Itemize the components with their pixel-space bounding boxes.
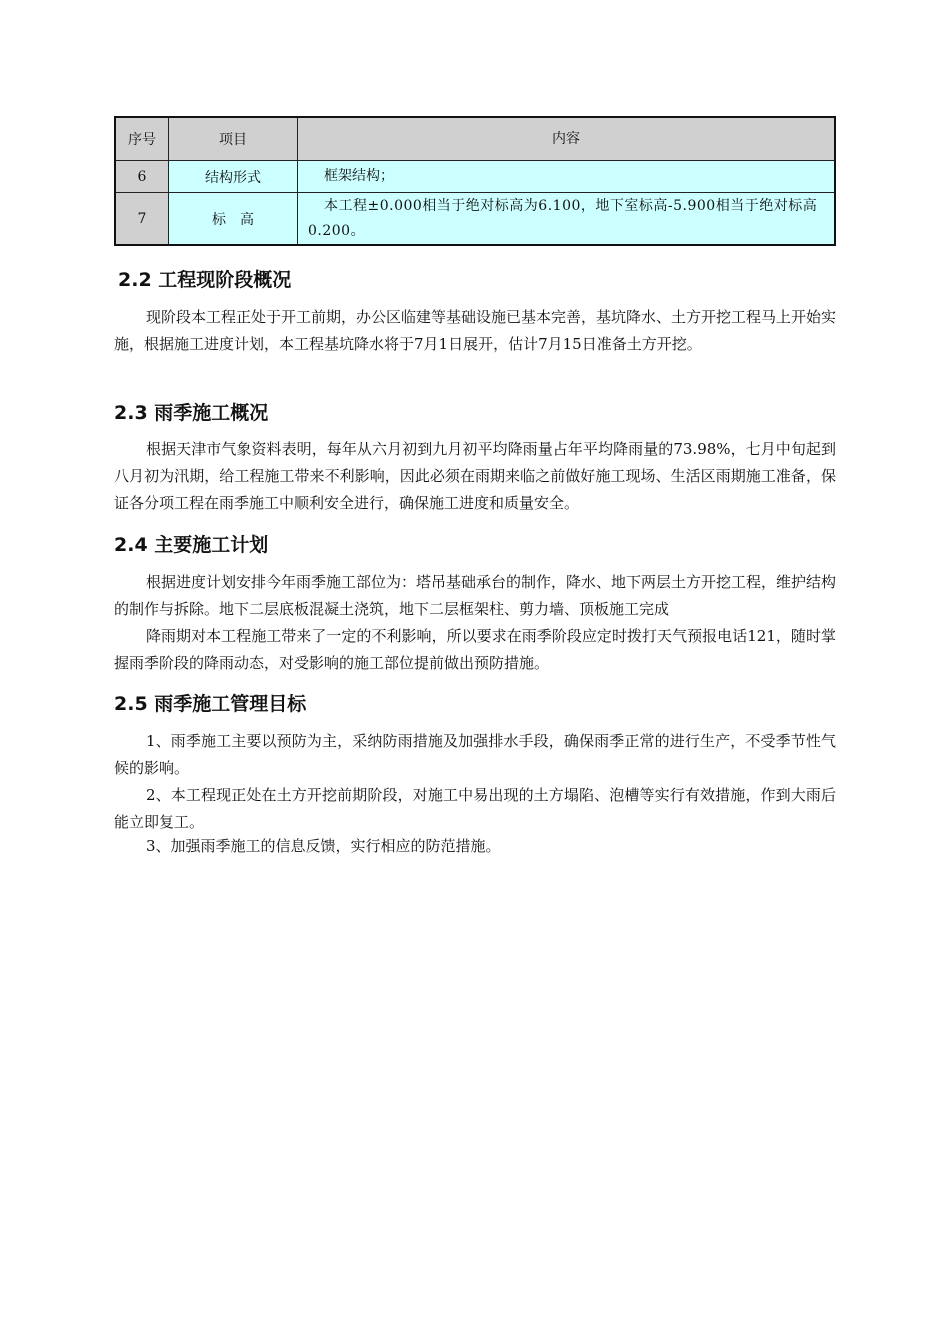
row-content: 框架结构； [298, 161, 836, 193]
section-paragraph: 2、本工程现正处在土方开挖前期阶段，对施工中易出现的土方塌陷、泡槽等实行有效措施，作到大雨后能立即复工。 [114, 786, 836, 831]
section-paragraph: 根据进度计划安排今年雨季施工部位为：塔吊基础承台的制作，降水、地下两层土方开挖工程，维护结构的制作与拆除。地下二层底板混凝土浇筑，地下二层框架柱、剪力墙、顶板施工完成 [114, 573, 837, 618]
header-content: 内容 [298, 117, 836, 161]
section-heading-2-2: 2.2 工程现阶段概况 [118, 269, 292, 291]
header-item: 项目 [169, 117, 298, 161]
table-row [115, 161, 835, 193]
row-content: 本工程±0.000相当于绝对标高为6.100，地下室标高-5.900相当于绝对标高0.200。 [298, 193, 836, 246]
table-row [115, 193, 835, 246]
project-info-table [114, 116, 836, 246]
row-item: 标 高 [169, 193, 298, 246]
section-paragraph: 降雨期对本工程施工带来了一定的不利影响，所以要求在雨季阶段应定时拨打天气预报电话121，随时掌握雨季阶段的降雨动态，对受影响的施工部位提前做出预防措施。 [114, 627, 836, 672]
section-heading-2-4: 2.4 主要施工计划 [114, 534, 269, 556]
section-heading-2-3: 2.3 雨季施工概况 [114, 402, 269, 424]
section-heading-2-5: 2.5 雨季施工管理目标 [114, 693, 307, 715]
section-paragraph: 3、加强雨季施工的信息反馈，实行相应的防范措施。 [146, 837, 501, 855]
row-no: 7 [115, 193, 169, 246]
section-paragraph: 根据天津市气象资料表明，每年从六月初到九月初平均降雨量占年平均降雨量的73.98%，七月中旬起到八月初为汛期，给工程施工带来不利影响，因此必须在雨期来临之前做好施工现场、生活区雨期施工准备，保证各分项工程在雨季施工中顺利安全进行，确保施工进度和质量安全。 [114, 440, 836, 512]
header-no: 序号 [115, 117, 169, 161]
section-paragraph: 1、雨季施工主要以预防为主，采纳防雨措施及加强排水手段，确保雨季正常的进行生产，不受季节性气候的影响。 [114, 732, 836, 777]
section-paragraph: 现阶段本工程正处于开工前期，办公区临建等基础设施已基本完善，基坑降水、土方开挖工程马上开始实施，根据施工进度计划，本工程基坑降水将于7月1日展开，估计7月15日准备土方开挖。 [114, 308, 837, 353]
row-item: 结构形式 [169, 161, 298, 193]
row-no: 6 [115, 161, 169, 193]
table-header-row [115, 117, 835, 161]
